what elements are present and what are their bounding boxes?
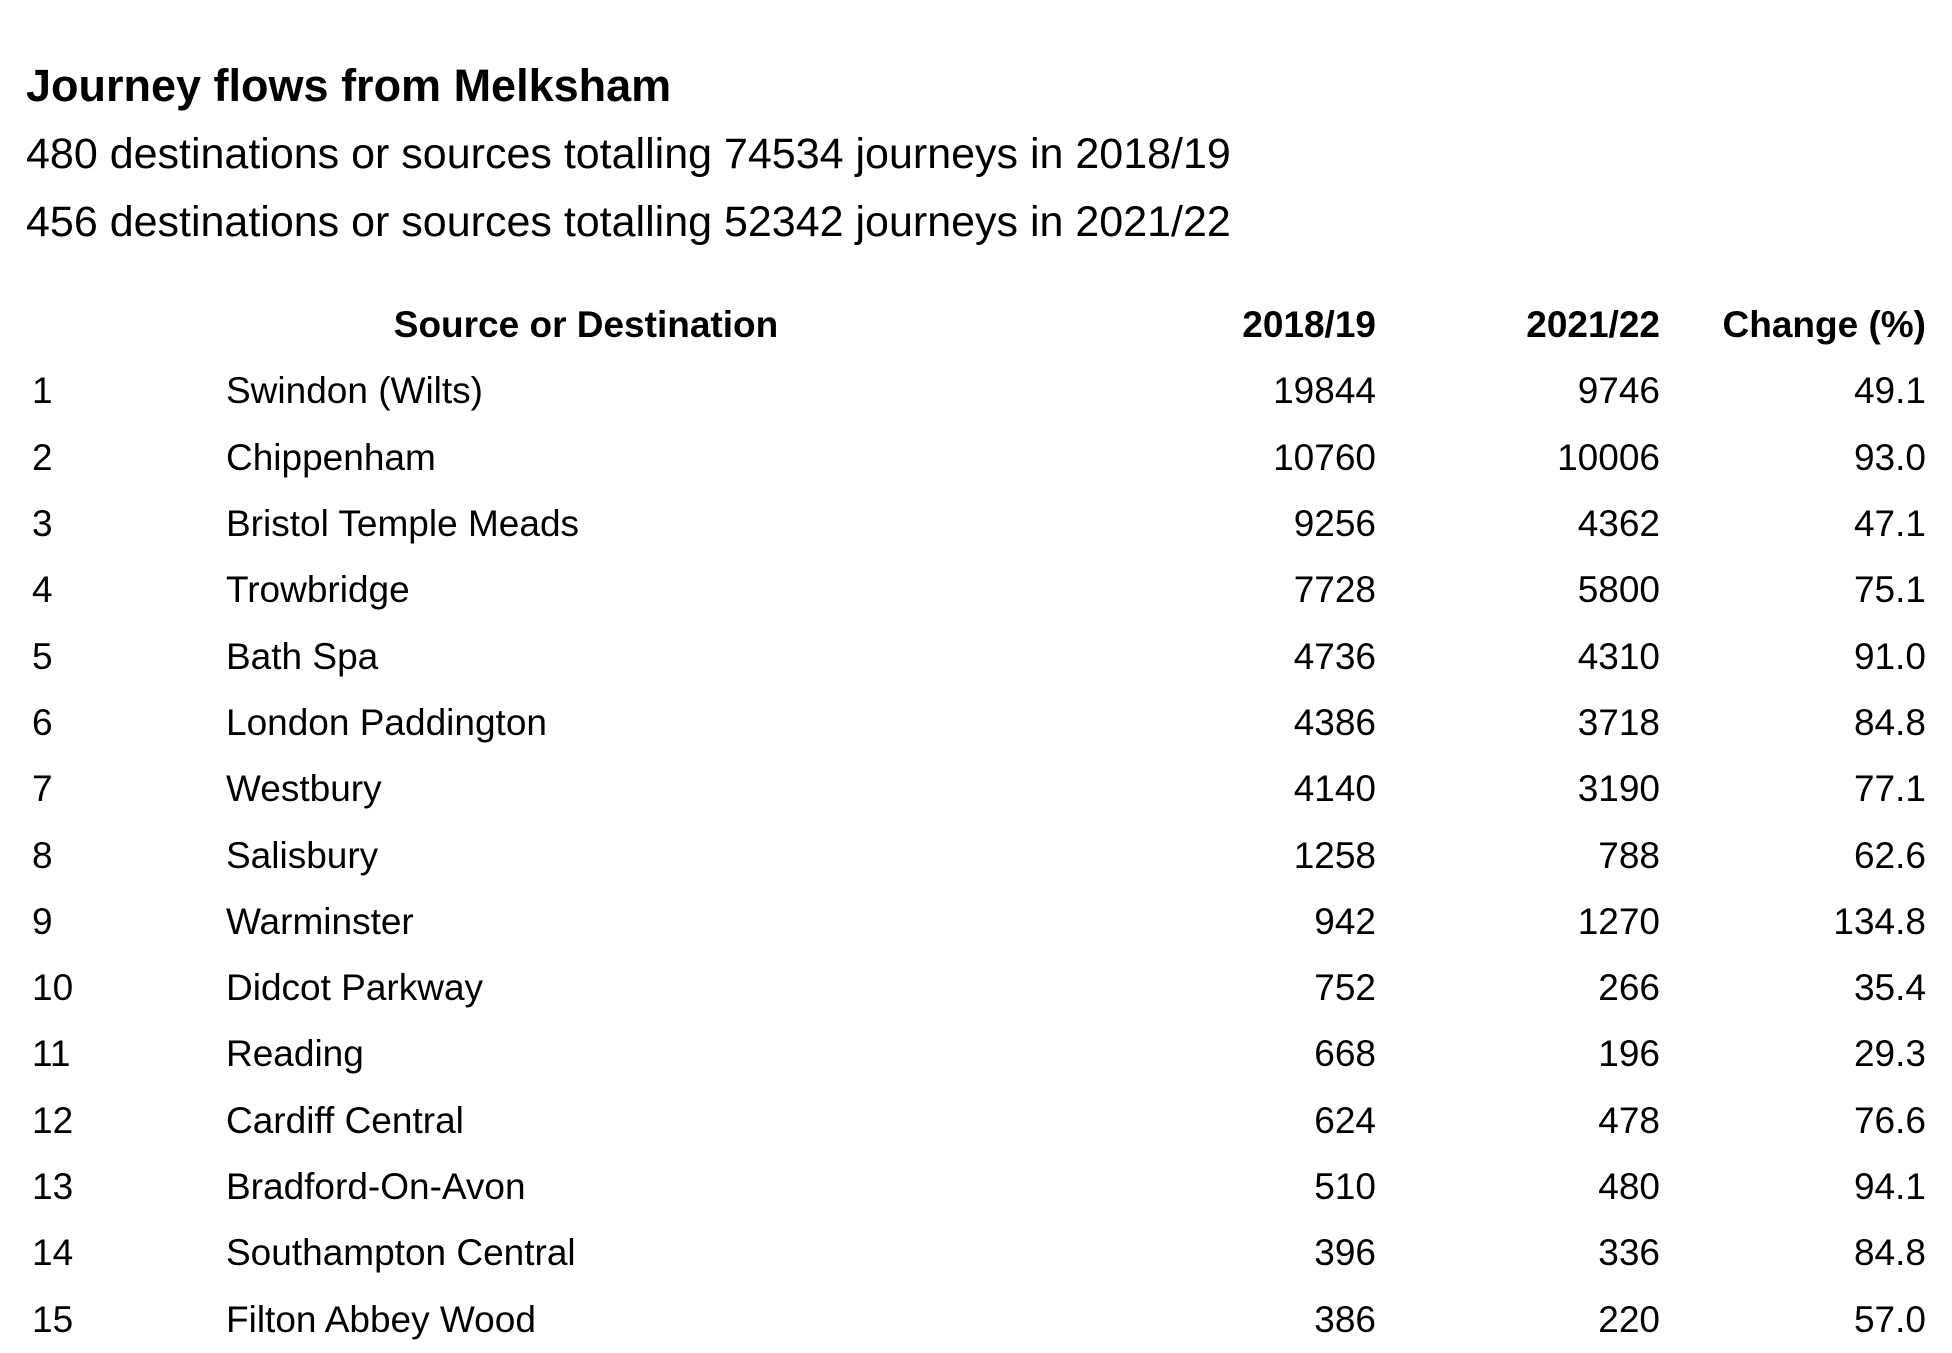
table-row bbox=[26, 756, 1926, 822]
rank-cell: 7 bbox=[32, 768, 53, 810]
year-2021-22-column-header: 2021/22 bbox=[1526, 304, 1660, 346]
change-percent-cell: 35.4 bbox=[1853, 967, 1926, 1009]
change-column-header: Change (%) bbox=[1722, 304, 1926, 346]
rank-cell: 12 bbox=[32, 1099, 74, 1141]
change-percent-cell: 77.1 bbox=[1853, 768, 1926, 810]
journeys-2021-22-cell: 10006 bbox=[1557, 436, 1660, 478]
journeys-2021-22-cell: 4362 bbox=[1577, 503, 1660, 545]
station-name-cell: London Paddington bbox=[226, 701, 547, 743]
source-destination-column-header: Source or Destination bbox=[393, 304, 779, 346]
change-percent-cell: 57.0 bbox=[1853, 1298, 1926, 1340]
table-row bbox=[26, 1088, 1926, 1154]
rank-cell: 15 bbox=[32, 1298, 74, 1340]
station-name-cell: Westbury bbox=[226, 768, 382, 810]
change-percent-cell: 84.8 bbox=[1853, 1232, 1926, 1274]
change-percent-cell: 84.8 bbox=[1853, 701, 1926, 743]
journeys-2021-22-cell: 3190 bbox=[1577, 768, 1660, 810]
journey-flows-table bbox=[26, 292, 1926, 1353]
journeys-2018-19-cell: 9256 bbox=[1293, 503, 1376, 545]
journeys-2018-19-cell: 4386 bbox=[1293, 701, 1376, 743]
rank-cell: 5 bbox=[32, 635, 53, 677]
journeys-2018-19-cell: 4140 bbox=[1293, 768, 1376, 810]
journeys-2021-22-cell: 220 bbox=[1598, 1298, 1660, 1340]
table-row bbox=[26, 1286, 1926, 1352]
journeys-2018-19-cell: 1258 bbox=[1293, 834, 1376, 876]
journeys-2021-22-cell: 5800 bbox=[1577, 569, 1660, 611]
station-name-cell: Trowbridge bbox=[226, 569, 410, 611]
table-row bbox=[26, 690, 1926, 756]
change-percent-cell: 134.8 bbox=[1833, 900, 1926, 942]
change-percent-cell: 91.0 bbox=[1853, 635, 1926, 677]
table-row bbox=[26, 889, 1926, 955]
station-name-cell: Bath Spa bbox=[226, 635, 379, 677]
station-name-cell: Didcot Parkway bbox=[226, 967, 484, 1009]
page-title: Journey flows from Melksham bbox=[26, 60, 672, 111]
table-row bbox=[26, 1021, 1926, 1087]
journeys-2018-19-cell: 396 bbox=[1314, 1232, 1376, 1274]
journeys-2018-19-cell: 386 bbox=[1314, 1298, 1376, 1340]
summary-2021-22: 456 destinations or sources totalling 52342 journeys in 2021/22 bbox=[26, 198, 1231, 246]
rank-cell: 10 bbox=[32, 967, 74, 1009]
journeys-2018-19-cell: 624 bbox=[1314, 1099, 1376, 1141]
change-percent-cell: 76.6 bbox=[1853, 1099, 1926, 1141]
rank-cell: 14 bbox=[32, 1232, 74, 1274]
journeys-2021-22-cell: 480 bbox=[1598, 1166, 1660, 1207]
change-percent-cell: 94.1 bbox=[1853, 1166, 1926, 1207]
station-name-cell: Filton Abbey Wood bbox=[226, 1298, 536, 1340]
change-percent-cell: 47.1 bbox=[1853, 503, 1926, 545]
rank-cell: 1 bbox=[32, 370, 53, 412]
table-row bbox=[26, 1220, 1926, 1286]
table-row bbox=[26, 557, 1926, 623]
journeys-2018-19-cell: 7728 bbox=[1293, 569, 1376, 611]
journeys-2018-19-cell: 19844 bbox=[1273, 370, 1376, 412]
journeys-2021-22-cell: 9746 bbox=[1577, 370, 1660, 412]
change-percent-cell: 93.0 bbox=[1853, 436, 1926, 478]
table-header-row bbox=[26, 292, 1926, 358]
journeys-2018-19-cell: 4736 bbox=[1293, 635, 1376, 677]
station-name-cell: Swindon (Wilts) bbox=[226, 370, 483, 412]
rank-cell: 3 bbox=[32, 503, 53, 545]
summary-2018-19: 480 destinations or sources totalling 74534 journeys in 2018/19 bbox=[26, 130, 1231, 178]
station-name-cell: Bradford-On-Avon bbox=[226, 1166, 526, 1207]
rank-cell: 4 bbox=[32, 569, 53, 611]
report-page bbox=[26, 56, 1926, 1340]
journeys-2021-22-cell: 4310 bbox=[1577, 635, 1660, 677]
journeys-2021-22-cell: 336 bbox=[1598, 1232, 1660, 1274]
rank-cell: 2 bbox=[32, 436, 53, 478]
table-row bbox=[26, 1154, 1926, 1220]
station-name-cell: Cardiff Central bbox=[226, 1099, 464, 1141]
station-name-cell: Warminster bbox=[226, 900, 414, 942]
journeys-2021-22-cell: 1270 bbox=[1577, 900, 1660, 942]
rank-cell: 9 bbox=[32, 900, 53, 942]
journeys-2018-19-cell: 942 bbox=[1314, 900, 1376, 942]
rank-cell: 11 bbox=[32, 1033, 71, 1075]
table-row bbox=[26, 822, 1926, 888]
table-row bbox=[26, 955, 1926, 1021]
rank-cell: 13 bbox=[32, 1166, 74, 1207]
table-row bbox=[26, 425, 1926, 491]
journeys-2021-22-cell: 788 bbox=[1598, 834, 1660, 876]
change-percent-cell: 75.1 bbox=[1853, 569, 1926, 611]
journeys-2018-19-cell: 510 bbox=[1314, 1166, 1376, 1207]
year-2018-19-column-header: 2018/19 bbox=[1242, 304, 1376, 346]
journeys-2021-22-cell: 3718 bbox=[1577, 701, 1660, 743]
journeys-2018-19-cell: 752 bbox=[1314, 967, 1376, 1009]
journeys-2021-22-cell: 478 bbox=[1598, 1099, 1660, 1141]
journeys-2018-19-cell: 10760 bbox=[1273, 436, 1376, 478]
change-percent-cell: 62.6 bbox=[1853, 834, 1926, 876]
change-percent-cell: 29.3 bbox=[1853, 1033, 1926, 1075]
table-row bbox=[26, 358, 1926, 424]
change-percent-cell: 49.1 bbox=[1853, 370, 1926, 412]
journeys-2021-22-cell: 196 bbox=[1598, 1033, 1660, 1075]
station-name-cell: Southampton Central bbox=[226, 1232, 576, 1274]
rank-cell: 8 bbox=[32, 834, 53, 876]
journeys-2021-22-cell: 266 bbox=[1598, 967, 1660, 1009]
table-row bbox=[26, 491, 1926, 557]
station-name-cell: Bristol Temple Meads bbox=[226, 503, 580, 545]
rank-column-header bbox=[26, 292, 226, 358]
station-name-cell: Reading bbox=[226, 1033, 364, 1075]
rank-cell: 6 bbox=[32, 701, 53, 743]
table-row bbox=[26, 623, 1926, 689]
journeys-2018-19-cell: 668 bbox=[1314, 1033, 1376, 1075]
station-name-cell: Salisbury bbox=[226, 834, 379, 876]
station-name-cell: Chippenham bbox=[226, 436, 436, 478]
